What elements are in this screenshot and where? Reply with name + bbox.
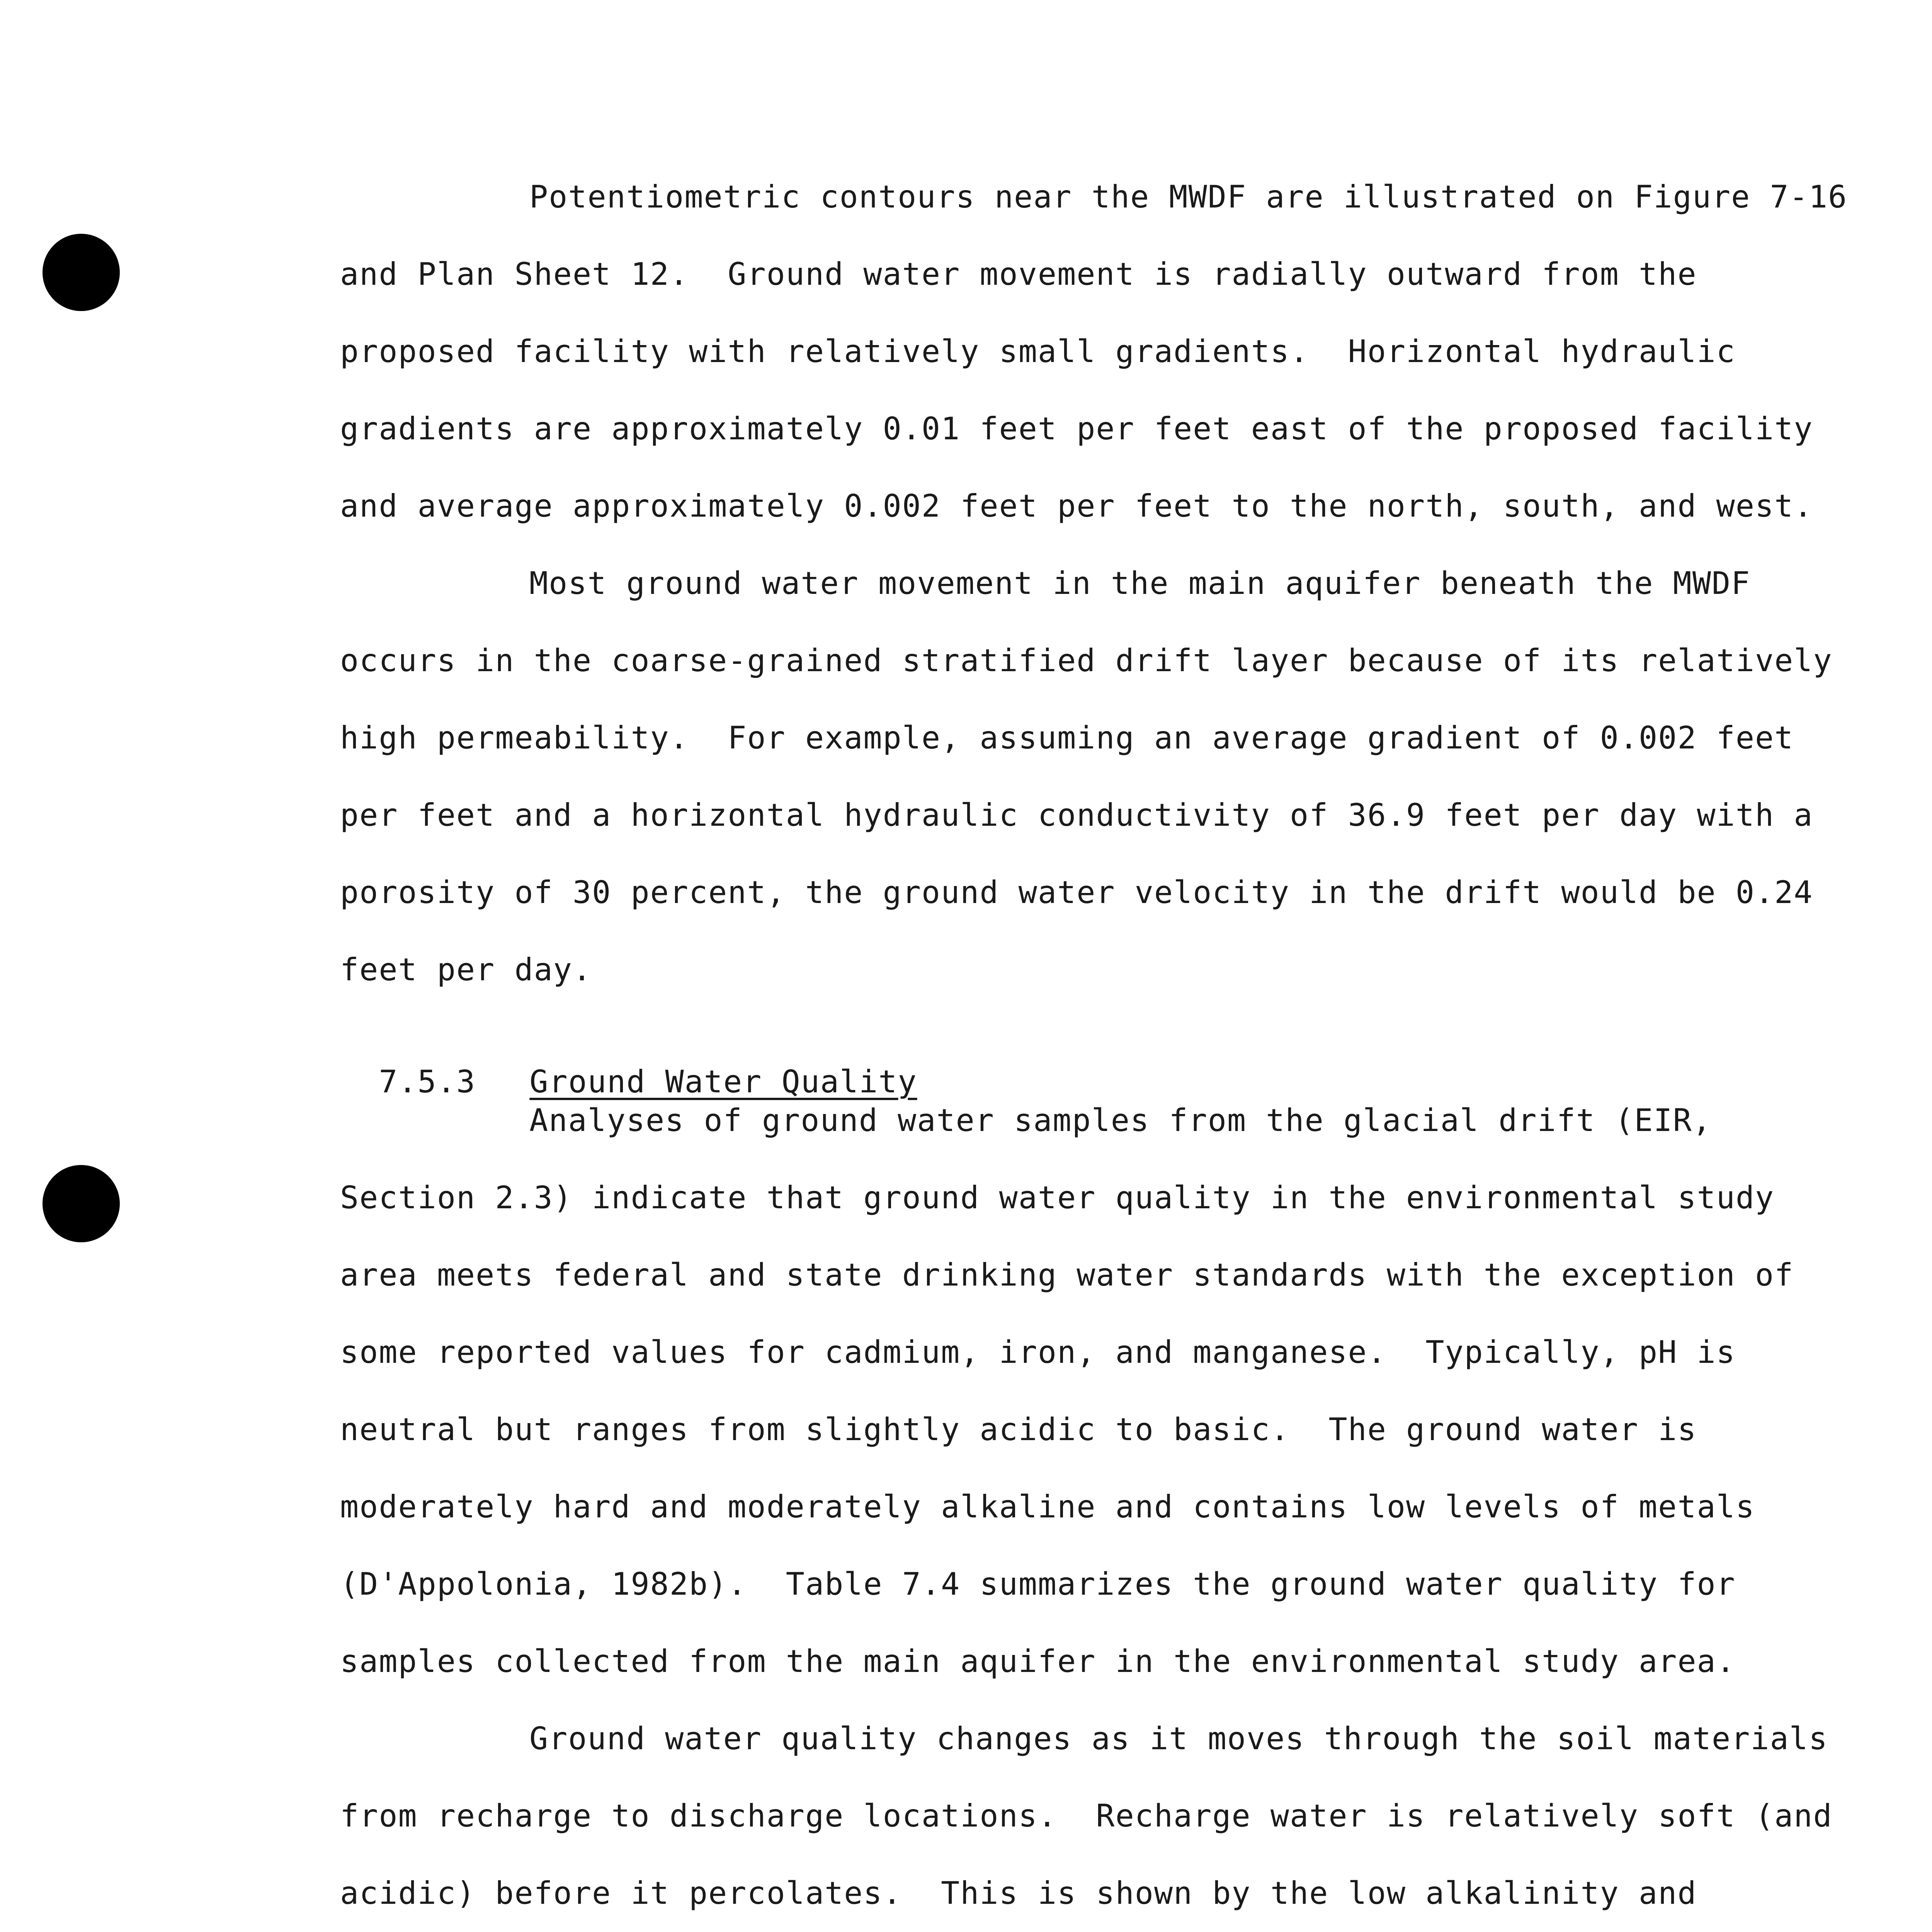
text-line: high permeability. For example, assuming an average gradient of 0.002 feet: [340, 720, 1794, 756]
text-line: Ground water quality changes as it moves through the soil materials: [529, 1721, 1828, 1757]
text-line: and Plan Sheet 12. Ground water movement is radially outward from the: [340, 256, 1697, 292]
text-line: gradients are approximately 0.01 feet per feet east of the proposed facility: [340, 411, 1813, 447]
text-line: some reported values for cadmium, iron, and manganese. Typically, pH is: [340, 1334, 1736, 1370]
text-line: (D'Appolonia, 1982b). Table 7.4 summarizes the ground water quality for: [340, 1566, 1736, 1602]
text-line: moderately hard and moderately alkaline and contains low levels of metals: [340, 1489, 1755, 1525]
section-title: Ground Water Quality: [529, 1064, 917, 1100]
punch-hole-middle: [43, 1165, 120, 1242]
text-line: Section 2.3) indicate that ground water quality in the environmental study: [340, 1180, 1775, 1216]
text-line: porosity of 30 percent, the ground water velocity in the drift would be 0.24: [340, 874, 1813, 910]
text-line: per feet and a horizontal hydraulic conductivity of 36.9 feet per day with a: [340, 797, 1813, 833]
text-line: neutral but ranges from slightly acidic to basic. The ground water is: [340, 1412, 1697, 1447]
text-line: and average approximately 0.002 feet per feet to the north, south, and west.: [340, 488, 1813, 524]
punch-hole-top: [43, 234, 120, 311]
text-line: Analyses of ground water samples from the glacial drift (EIR,: [529, 1102, 1712, 1138]
text-line: Most ground water movement in the main aquifer beneath the MWDF: [529, 565, 1751, 601]
text-line: from recharge to discharge locations. Recharge water is relatively soft (and: [340, 1798, 1833, 1834]
text-line: proposed facility with relatively small gradients. Horizontal hydraulic: [340, 333, 1736, 369]
text-line: acidic) before it percolates. This is shown by the low alkalinity and: [340, 1875, 1697, 1911]
text-line: area meets federal and state drinking water standards with the exception of: [340, 1257, 1794, 1293]
text-line: occurs in the coarse-grained stratified drift layer because of its relatively: [340, 643, 1833, 679]
section-heading: [340, 1024, 917, 1101]
section-number: 7.5.3: [379, 1064, 476, 1100]
text-line: samples collected from the main aquifer in the environmental study area.: [340, 1643, 1736, 1679]
text-line: Potentiometric contours near the MWDF are illustrated on Figure 7-16: [529, 179, 1848, 215]
text-line: feet per day.: [340, 952, 592, 988]
